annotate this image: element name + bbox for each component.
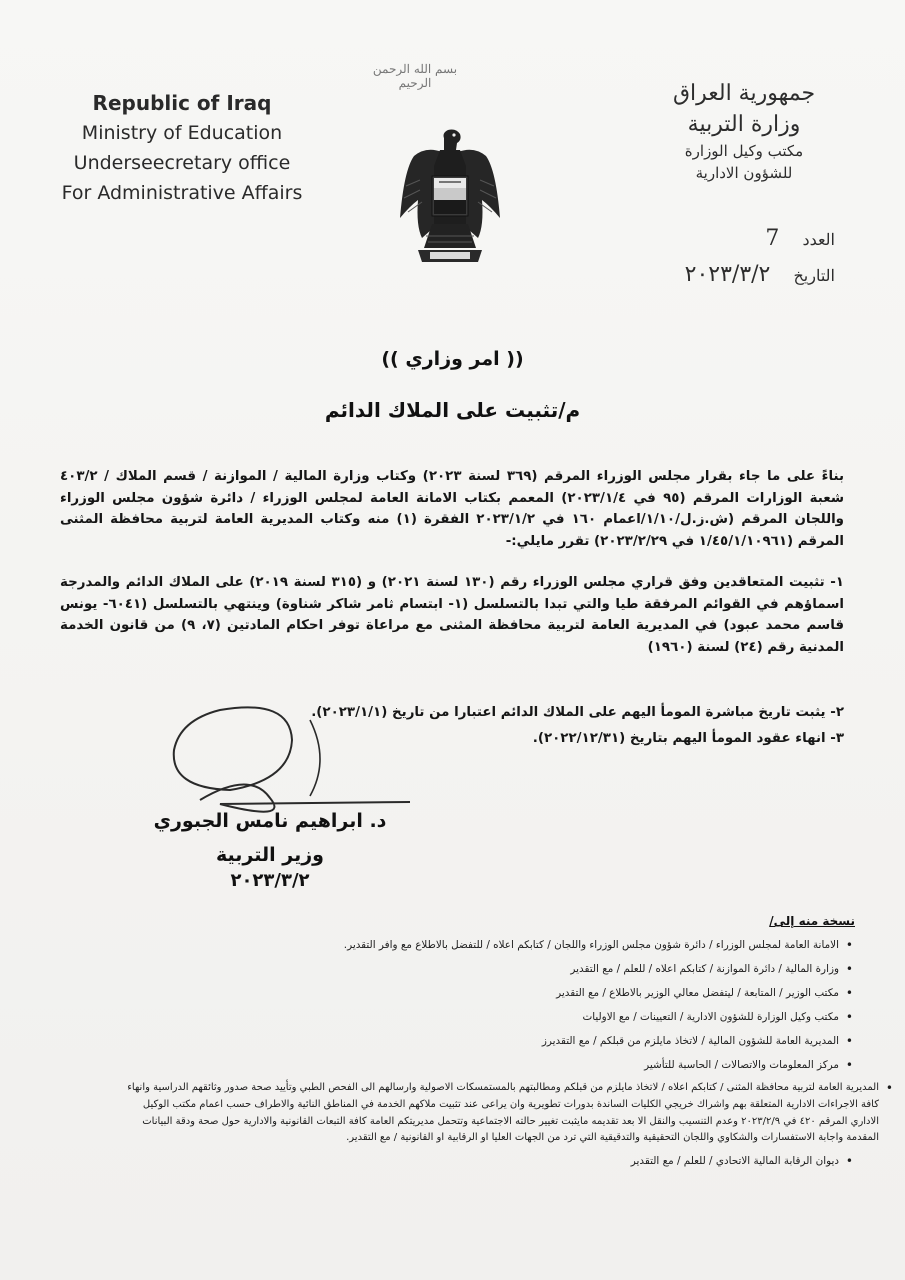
cc-item: • ديوان الرقابة المالية الاتحادي / للعلم / مع التقدير — [120, 1152, 855, 1171]
cc-item: • المديرية العامة لتربية محافظة المثنى / كتابكم اعلاه / لاتخاذ مايلزم من قبلكم ومطالبتهم بالمستمسكات الاصولية وارسالهم الى الفحص الطبي وتأييد صحة صدور وثائقهم الدراسية وانهاء كافة الاجراءات الادارية المتعلقة بهم واشراك خريجي الكليات الساندة بدورات تطويرية وان يراعى عند تثبيت ملاكهم الخدمة في المناطق النائية والاطراف حسب اعمام مكتب الوكيل الاداري المرقم ٤٢٠ في ٢٠٢٣/٢/٩ وعدم التنسيب والنقل الا بعد تقديمه مايثبت تغيير حالته الاجتماعية وتتحمل مديريتكم العامة كافة التبعات القانونية والادارية حول صحة ودقة البيانات المقدمة واجابة الاستفسارات والشكاوي واللجان التحقيقية والتدقيقية التي ترد من الجهات العليا او الرقابية او القانونية / مع التقدير. — [120, 1080, 895, 1147]
cc-item: • الامانة العامة لمجلس الوزراء / دائرة شؤون مجلس الوزراء واللجان / كتابكم اعلاه / للتفضل بالاطلاع مع وافر التقدير. — [120, 936, 855, 955]
letterhead-division-en: For Administrative Affairs — [61, 182, 303, 204]
signature-date: ٢٠٢٣/٣/٢ — [230, 870, 310, 891]
date-label: التاريخ — [793, 266, 835, 285]
letterhead-office-en: Underseecretary office — [73, 152, 291, 174]
iraq-eagle-emblem — [396, 126, 504, 268]
document-number — [765, 226, 835, 251]
order-item-1: ١- تثبيت المتعاقدين وفق قراري مجلس الوزراء رقم (١٣٠ لسنة ٢٠٢١) و (٣١٥ لسنة ٢٠١٩) على الملاك الدائم والمدرجة اسماؤهم في القوائم المرفقة طيا والتي تبدا بالتسلسل (١- ابتسام ثامر شاكر شناوة) وينتهي بالتسلسل (٦٠٤١- يونس قاسم محمد عبود) في المديرية العامة لتربية محافظة المثنى مع مراعاة توفر احكام المادتين (٧، ٩) من قانون الخدمة المدنية رقم (٢٤) لسنة (١٩٦٠) — [60, 575, 844, 655]
cc-list — [120, 936, 879, 1176]
signatory — [140, 804, 400, 872]
signatory-name: د. ابراهيم نامس الجبوري — [153, 810, 387, 832]
cc-item: • مركز المعلومات والاتصالات / الحاسبة للتأشير — [120, 1056, 855, 1075]
letterhead-country-en: Republic of Iraq — [92, 91, 272, 115]
cc-heading: نسخة منه إلى/ — [769, 914, 855, 928]
cc-item: • وزارة المالية / دائرة الموازنة / كتابكم اعلاه / للعلم / مع التقدير — [120, 960, 855, 979]
date-value: ٢٠٢٣/٣/٢ — [684, 262, 771, 287]
cc-item: • المديرية العامة للشؤون المالية / لاتخاذ مايلزم من قبلكم / مع التقديرز — [120, 1032, 855, 1051]
number-value: 7 — [765, 226, 780, 251]
english-letterhead — [52, 88, 312, 208]
cc-item: • مكتب الوزير / المتابعة / ليتفضل معالي الوزير بالاطلاع / مع التقدير — [120, 984, 855, 1003]
intro-paragraph: بناءً على ما جاء بقرار مجلس الوزراء المرقم (٣٦٩ لسنة ٢٠٢٣) وكتاب وزارة المالية / الموازنة / قسم الملاك / ٤٠٣/٢ شعبة الوزارات المرقم (٩٥ في ٢٠٢٣/١/٤) المعمم بكتاب الامانة العامة لمجلس الوزراء / دائرة شؤون مجلس الوزراء واللجان المرقم (ش.ز.ل/١/١٠/اعمام ١٦٠ في ٢٠٢٣/١/٢ الفقرة (١) منه وكتاب المديرية العامة لتربية محافظة المثنى المرقم (١/٤٥/١/١٠٩٦١ في ٢٠٢٣/٢/٢٩) تقرر مايلي:- — [60, 469, 845, 549]
letterhead-ministry-en: Ministry of Education — [81, 122, 283, 144]
document-subject: م/تثبيت على الملاك الدائم — [324, 398, 581, 422]
arabic-letterhead — [639, 78, 849, 184]
letterhead-division-ar: للشؤون الادارية — [695, 164, 793, 182]
number-label: العدد — [802, 230, 835, 249]
document-title: (( امر وزاري )) — [381, 348, 524, 370]
letterhead-country-ar: جمهورية العراق — [672, 81, 816, 106]
basmala: بسم الله الرحمن الرحيم — [372, 62, 458, 90]
letterhead-ministry-ar: وزارة التربية — [687, 112, 801, 137]
signatory-title: وزير التربية — [216, 844, 324, 866]
letterhead-office-ar: مكتب وكيل الوزارة — [684, 142, 804, 160]
order-item-3: ٣- انهاء عقود المومأ اليهم بتاريخ (٢٠٢٢/١٢/٣١). — [532, 731, 844, 746]
order-item-2: ٢- يثبت تاريخ مباشرة المومأ اليهم على الملاك الدائم اعتبارا من تاريخ (٢٠٢٣/١/١). — [311, 705, 844, 720]
cc-item: • مكتب وكيل الوزارة للشؤون الادارية / التعيينات / مع الاوليات — [120, 1008, 855, 1027]
document-date — [685, 262, 835, 287]
